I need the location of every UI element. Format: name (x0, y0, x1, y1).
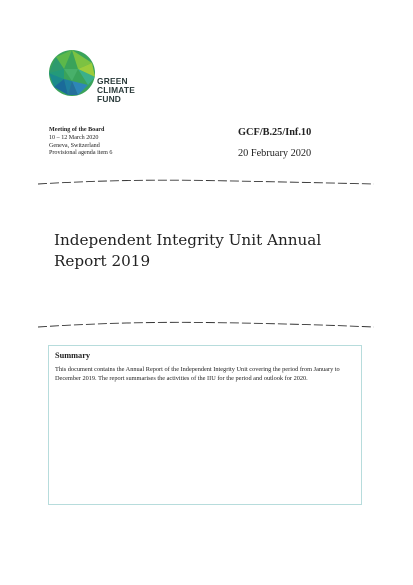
agenda-item: Provisional agenda item 6 (49, 150, 113, 157)
meeting-dates: 10 – 12 March 2020 (49, 134, 99, 141)
gcf-logo (48, 49, 148, 109)
logo-wordmark: GREEN CLIMATE FUND (97, 76, 135, 105)
document-date: 20 February 2020 (238, 148, 312, 159)
meeting-info (49, 127, 112, 158)
summary-heading: Summary (55, 351, 91, 360)
meeting-heading: Meeting of the Board (49, 127, 105, 133)
document-reference: GCF/B.25/Inf.10 (238, 127, 312, 138)
divider-wave-bottom (38, 320, 374, 330)
meeting-location: Geneva, Switzerland (49, 142, 100, 149)
divider-wave-top (38, 178, 374, 188)
globe-icon (48, 49, 96, 97)
summary-box (48, 345, 362, 505)
document-title: Independent Integrity Unit Annual Report 2019 (54, 231, 322, 270)
summary-text: This document contains the Annual Report of the Independent Integrity Unit covering the period from January to December 2019. The report summarises the activities of the IIU for the period and outlook for 2020. (55, 366, 340, 383)
